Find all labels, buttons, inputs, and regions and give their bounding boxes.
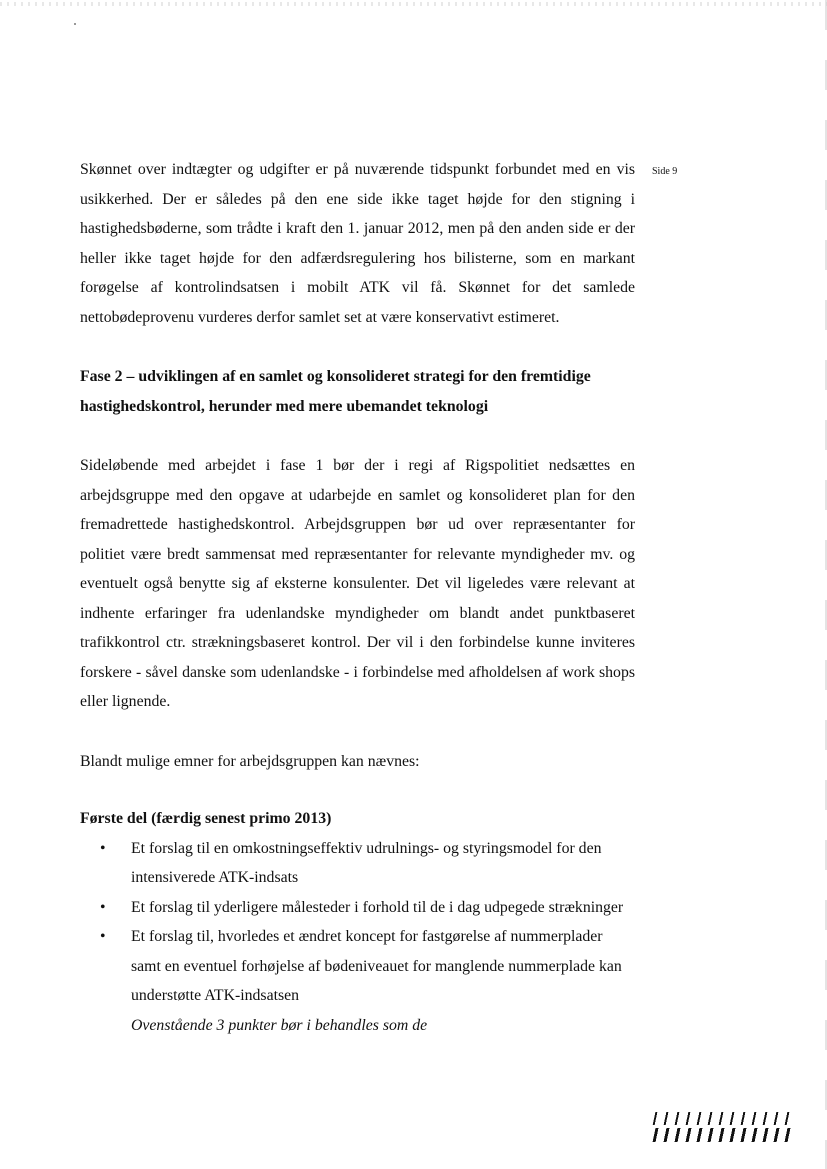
list-item-text: Et forslag til en omkostningseffektiv udrulnings- og styringsmodel for den intensiverede ATK-indsats: [131, 839, 602, 886]
document-body: [80, 155, 635, 1040]
list-item-text: Et forslag til yderligere målesteder i forhold til de i dag udpegede strækninger: [131, 898, 624, 916]
scan-speck: [74, 23, 76, 25]
list-item: [80, 922, 635, 1011]
topics-list: [80, 834, 635, 1011]
scan-edge-top: [0, 2, 827, 6]
bullet-icon: •: [100, 839, 106, 857]
barcode-mark: [654, 1112, 794, 1142]
heading-first-part: Første del (færdig senest primo 2013): [80, 810, 332, 827]
list-item: [80, 893, 635, 923]
italic-note: Ovenstående 3 punkter bør i behandles som de: [131, 1016, 428, 1034]
list-item: [80, 834, 635, 893]
page-number-label: Side 9: [652, 166, 678, 177]
barcode-row-top: [653, 1112, 796, 1125]
bullet-icon: •: [100, 898, 106, 916]
heading-phase-2: Fase 2 – udviklingen af en samlet og konsolideret strategi for den fremtidige hastighedskontrol, herunder med mere ubemandet teknologi: [80, 368, 591, 415]
bullet-icon: •: [100, 928, 106, 945]
list-item-text: Et forslag til, hvorledes et ændret koncept for fastgørelse af nummerplader samt en eventuel forhøjelse af bødeniveauet for manglende nummerplade kan understøtte ATK-indsatsen: [131, 928, 622, 1004]
barcode-row-bottom: [653, 1128, 796, 1142]
paragraph-estimate: Skønnet over indtægter og udgifter er på nuværende tidspunkt forbundet med en vis usikkerhed. Der er således på den ene side ikke taget højde for den stigning i hastighedsbøderne, som trådte i kraft den 1. januar 2012, men på den anden side er der heller ikke taget højde for den adfærdsregulering hos bilisterne, som en markant forøgelse af kontrolindsatsen i mobilt ATK vil få. Skønnet for det samlede nettobødeprovenu vurderes derfor samlet set at være konservativt estimeret.: [80, 161, 635, 326]
paragraph-working-group: Sideløbende med arbejdet i fase 1 bør der i regi af Rigspolitiet nedsættes en arbejdsgruppe med den opgave at udarbejde en samlet og konsolideret plan for den fremadrettede hastighedskontrol. Arbejdsgruppen bør ud over repræsentanter for politiet være bredt sammensat med repræsentanter for relevante myndigheder mv. og eventuelt også benytte sig af eksterne konsulenter. Det vil ligeledes være relevant at indhente erfaringer fra udenlandske myndigheder om blandt andet punktbaseret trafikkontrol ctr. strækningsbaseret kontrol. Der vil i den forbindelse kunne inviteres forskere - såvel danske som udenlandske - i forbindelse med afholdelsen af work shops eller lignende.: [80, 457, 635, 710]
paragraph-topics-intro: Blandt mulige emner for arbejdsgruppen kan nævnes:: [80, 752, 420, 770]
